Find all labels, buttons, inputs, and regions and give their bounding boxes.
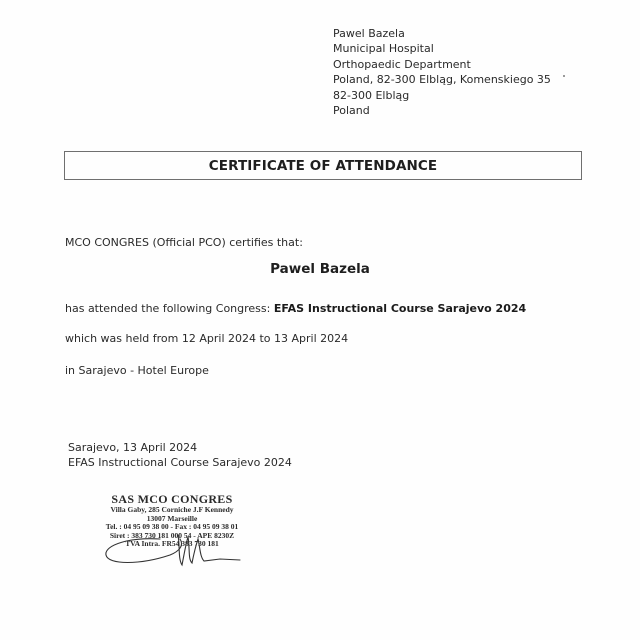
stamp-company-name: SAS MCO CONGRES (111, 492, 233, 506)
certificate-title-box (64, 151, 582, 180)
stamp-phone-fax: Tel. : 04 95 09 38 00 - Fax : 04 95 09 38 01 (105, 522, 239, 532)
location-statement: in Sarajevo - Hotel Europe (65, 364, 209, 377)
attended-prefix: has attended the following Congress: (65, 302, 271, 315)
signoff-block (68, 440, 292, 470)
certifier-statement: MCO CONGRES (Official PCO) certifies that: (65, 236, 303, 249)
stamp-address: Villa Gaby, 285 Corniche J.F Kennedy (110, 505, 234, 514)
stamp-siret: Siret : 383 730 181 000 54 - APE 8230Z (109, 530, 235, 540)
recipient-address-block (333, 26, 551, 118)
held-dates-statement: which was held from 12 April 2024 to 13 April 2024 (65, 332, 349, 345)
company-stamp (92, 493, 252, 549)
scan-speck (563, 75, 565, 77)
congress-name: EFAS Instructional Course Sarajevo 2024 (273, 302, 527, 315)
address-line-name: Pawel Bazela (333, 27, 405, 40)
address-line-country: Poland (333, 104, 370, 118)
stamp-city: 13007 Marseille (146, 513, 198, 523)
signoff-place-date: Sarajevo, 13 April 2024 (68, 441, 198, 454)
stamp-vat: TVA Intra. FR54 383 730 181 (125, 539, 219, 549)
signoff-event: EFAS Instructional Course Sarajevo 2024 (68, 456, 292, 469)
address-line-institution: Municipal Hospital (333, 42, 434, 56)
address-line-street: Poland, 82-300 Elbląg, Komenskiego 35 (333, 73, 551, 87)
address-line-department: Orthopaedic Department (333, 57, 471, 71)
attendee-name: Pawel Bazela (270, 261, 370, 277)
address-line-city: 82-300 Elbląg (333, 88, 410, 102)
certificate-title: CERTIFICATE OF ATTENDANCE (208, 157, 438, 174)
attendance-statement (65, 302, 526, 315)
